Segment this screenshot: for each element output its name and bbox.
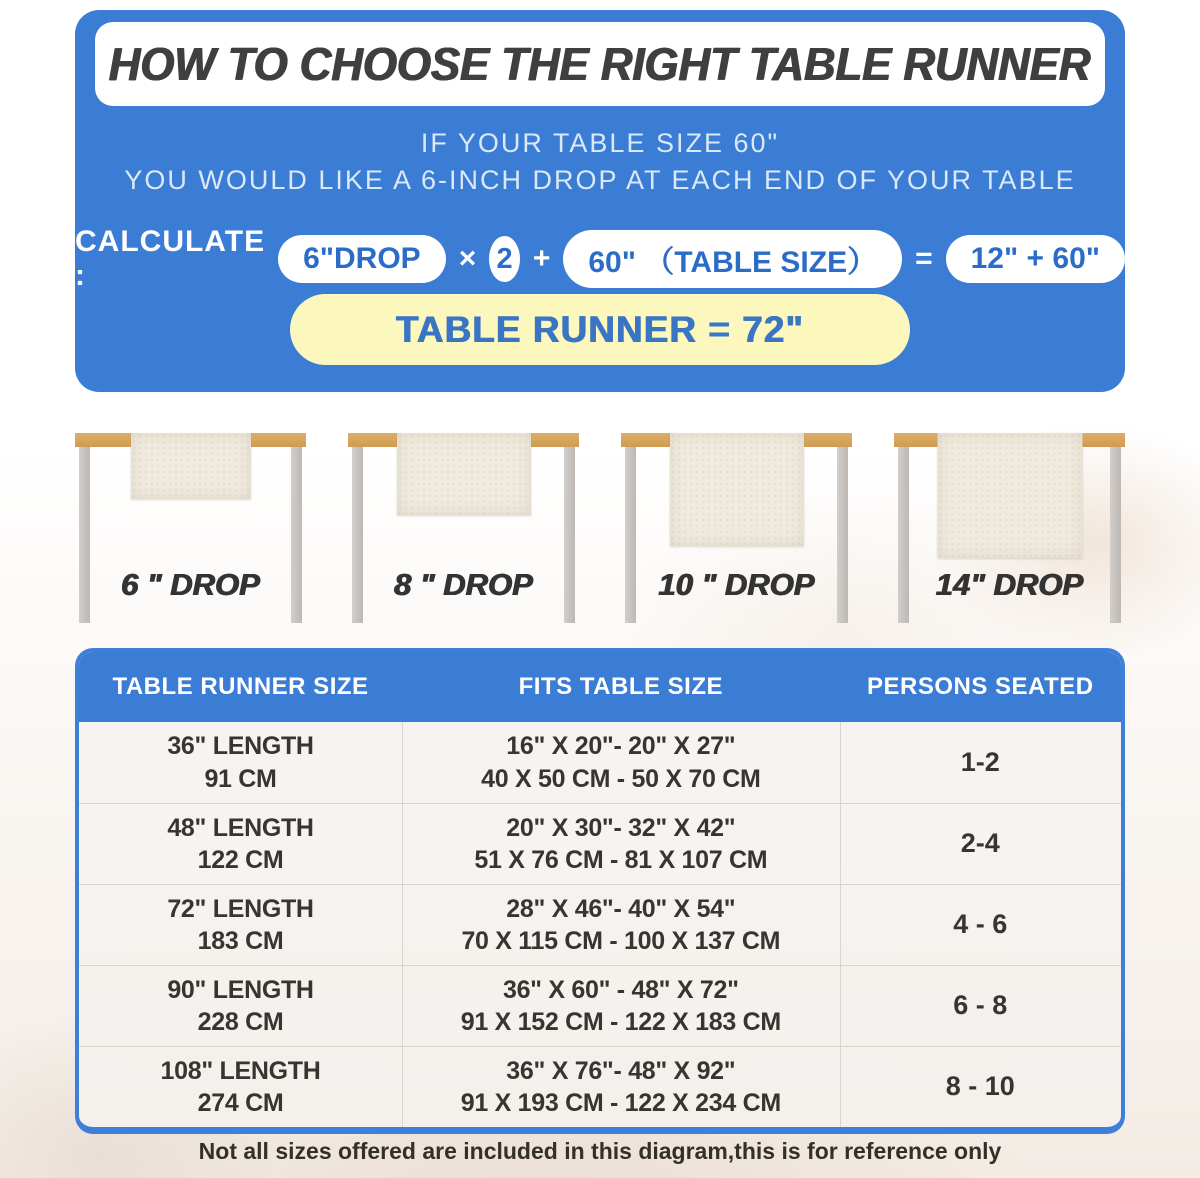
table-row (79, 884, 1121, 965)
fits-size-cell (402, 893, 840, 958)
table-leg-left (79, 447, 90, 623)
persons-cell: 1-2 (960, 746, 1000, 777)
table-row (79, 1046, 1121, 1127)
fits-size-cell (402, 812, 840, 877)
table-row (79, 722, 1121, 803)
intro-line-1: IF YOUR TABLE SIZE 60" (420, 128, 780, 158)
length-inches: 108" LENGTH (160, 1056, 321, 1085)
calculate-label: CALCULATE : (75, 225, 266, 292)
persons-cell: 4 - 6 (953, 909, 1008, 940)
runner-size-cell (79, 812, 402, 877)
length-cm: 91 CM (204, 764, 277, 793)
persons-cell: 6 - 8 (953, 990, 1008, 1021)
runner-size-cell (79, 893, 402, 958)
drop-label: 10 " DROP (658, 567, 815, 602)
length-inches: 72" LENGTH (167, 894, 314, 923)
table-runner-figure (894, 433, 1125, 628)
drop-value-pill: 6"DROP (278, 235, 446, 283)
plus-sign: + (532, 242, 551, 275)
fits-size-cell (402, 974, 840, 1039)
column-header-runner-size: TABLE RUNNER SIZE (112, 673, 369, 700)
table-row (79, 803, 1121, 884)
runner-cloth (397, 433, 531, 515)
page-title: HOW TO CHOOSE THE RIGHT TABLE RUNNER (109, 38, 1091, 90)
runner-cloth (937, 433, 1082, 558)
persons-cell: 2-4 (960, 828, 1000, 859)
result-text: TABLE RUNNER = 72" (396, 308, 804, 350)
title-banner (95, 22, 1105, 106)
length-inches: 90" LENGTH (167, 975, 314, 1004)
table-leg-right (1110, 447, 1121, 623)
drop-figures (75, 433, 1125, 633)
length-cm: 122 CM (197, 846, 284, 874)
column-divider (840, 722, 841, 1127)
fits-cm: 51 X 76 CM - 81 X 107 CM (474, 846, 768, 874)
table-row (79, 965, 1121, 1046)
calculation-row (75, 225, 1125, 292)
size-table-header (79, 652, 1121, 722)
intro-line-2: YOU WOULD LIKE A 6-INCH DROP AT EACH END OF YOUR TABLE (124, 165, 1076, 195)
fits-cm: 70 X 115 CM - 100 X 137 CM (461, 927, 781, 955)
runner-size-cell (79, 974, 402, 1039)
multiplier-circle: 2 (489, 236, 520, 282)
runner-cloth (670, 433, 804, 546)
length-cm: 183 CM (197, 927, 284, 955)
fits-inches: 28" X 46"- 40" X 54" (506, 894, 736, 923)
table-leg-right (837, 447, 848, 623)
column-header-persons: PERSONS SEATED (867, 673, 1094, 700)
table-runner-figure (348, 433, 579, 628)
table-runner-figure (621, 433, 852, 628)
table-leg-left (625, 447, 636, 623)
times-sign: × (458, 242, 477, 275)
sum-pill: 12" + 60" (946, 235, 1125, 283)
fits-size-cell (402, 730, 840, 795)
fits-inches: 20" X 30"- 32" X 42" (506, 813, 736, 842)
table-leg-left (352, 447, 363, 623)
persons-cell: 8 - 10 (945, 1071, 1015, 1102)
length-inches: 48" LENGTH (167, 813, 314, 842)
table-leg-right (291, 447, 302, 623)
result-banner (290, 294, 910, 365)
table-runner-figure (75, 433, 306, 628)
table-size-pill: 60" （TABLE SIZE） (563, 230, 902, 288)
fits-cm: 40 X 50 CM - 50 X 70 CM (481, 764, 761, 793)
length-cm: 274 CM (197, 1089, 284, 1117)
length-inches: 36" LENGTH (167, 732, 314, 760)
fits-inches: 36" X 60" - 48" X 72" (502, 975, 739, 1004)
drop-label: 8 " DROP (394, 567, 533, 602)
fits-cm: 91 X 152 CM - 122 X 183 CM (460, 1008, 781, 1036)
table-leg-left (898, 447, 909, 623)
table-leg-right (564, 447, 575, 623)
column-header-fits-size: FITS TABLE SIZE (518, 673, 724, 700)
fits-inches: 36" X 76"- 48" X 92" (506, 1056, 736, 1085)
reference-note: Not all sizes offered are included in this diagram,this is for reference only (198, 1138, 1002, 1164)
length-cm: 228 CM (197, 1008, 284, 1036)
size-table-body (79, 722, 1121, 1127)
fits-inches: 16" X 20"- 20" X 27" (506, 732, 736, 760)
fits-size-cell (402, 1055, 840, 1120)
size-table (75, 648, 1125, 1134)
hero-panel (75, 10, 1125, 392)
drop-label: 6 " DROP (121, 567, 260, 602)
drop-label: 14" DROP (935, 567, 1084, 602)
runner-cloth (131, 433, 251, 499)
fits-cm: 91 X 193 CM - 122 X 234 CM (460, 1089, 781, 1117)
equals-sign: = (915, 242, 933, 275)
column-divider (402, 722, 403, 1127)
runner-size-cell (79, 1055, 402, 1120)
runner-size-cell (79, 730, 402, 795)
